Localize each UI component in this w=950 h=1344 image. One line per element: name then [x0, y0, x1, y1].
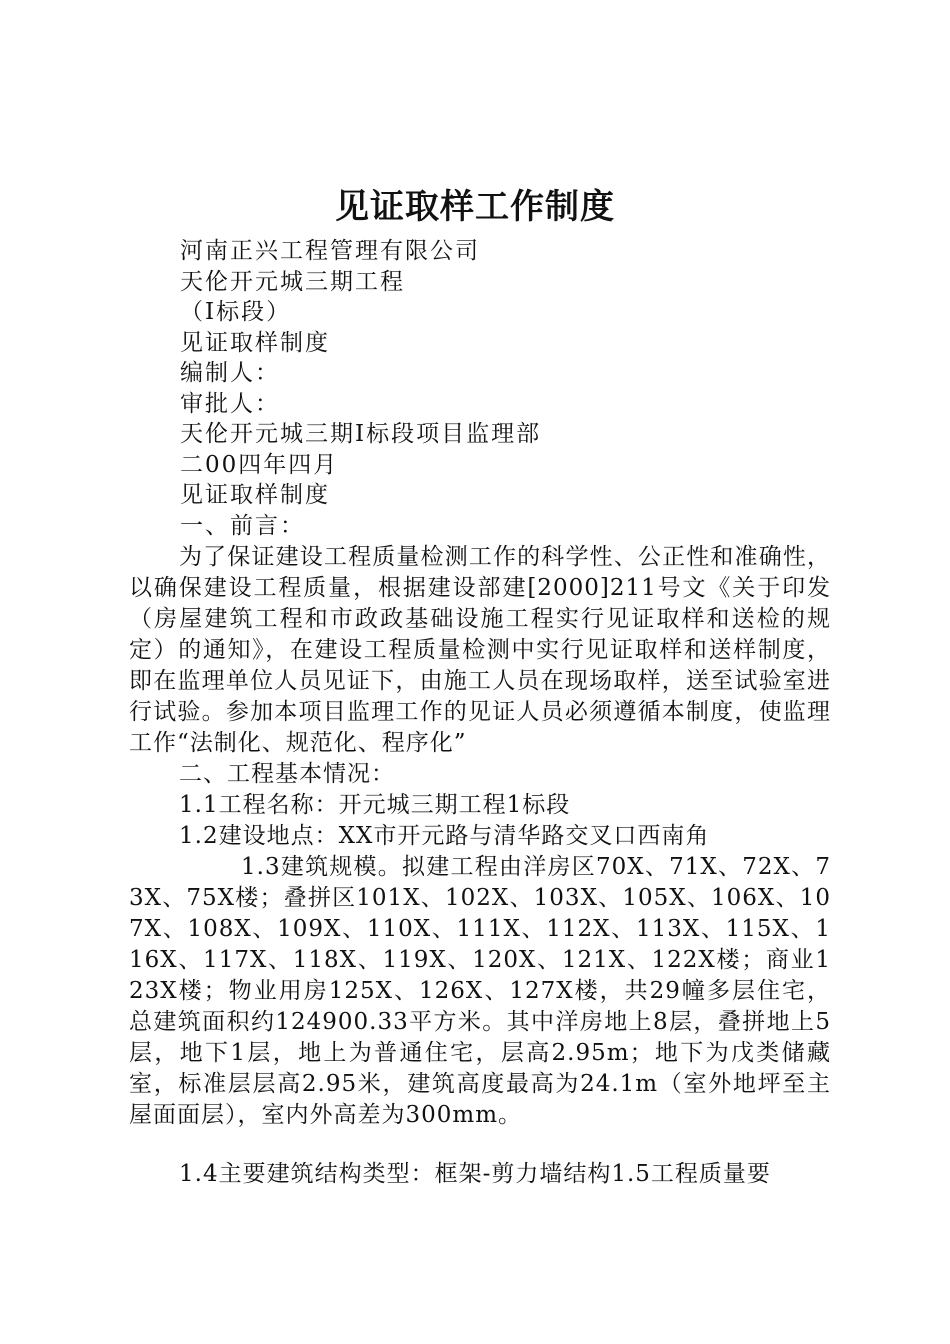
issue-date: 二00四年四月: [180, 451, 339, 478]
preface-paragraph: 为了保证建设工程质量检测工作的科学性、公正性和准确性，以确保建设工程质量，根据建设部建[2000]211号文《关于印发（房屋建筑工程和市政政基础设施工程实行见证取样和送检的规定）的通知》，在建设工程质量检测中实行见证取样和送样制度，即在监理单位人员见证下，由施工人员在现场取样，送至试验室进行试验。参加本项目监理工作的见证人员必须遵循本制度，使监理工作“法制化、规范化、程序化”: [129, 544, 831, 756]
project-name-item: 1.1工程名称：开元城三期工程1标段: [179, 792, 571, 818]
project-location-item: 1.2建设地点：XX市开元路与清华路交叉口西南角: [179, 823, 710, 849]
approver-line: 审批人：: [180, 390, 280, 417]
project-name: 天伦开元城三期工程: [180, 268, 405, 295]
document-body: [129, 542, 831, 1190]
section-heading-title: 见证取样制度: [180, 482, 330, 508]
project-scale-paragraph: 1.3建筑规模。拟建工程由洋房区70X、71X、72X、73X、75X楼；叠拼区101X、102X、103X、105X、106X、107X、108X、109X、110X、111X、112X、113X、115X、116X、117X、118X、119X、120X、121X、122X楼；商业123X楼；物业用房125X、126X、127X楼，共29幢多层住宅，总建筑面积约124900.33平方米。其中洋房地上8层，叠拼地上5层，地下1层，地上为普通住宅，层高2.95m；地下为戊类储藏室，标准层层高2.95米，建筑高度最高为24.1m（室外地坪至主屋面面层），室内外高差为300mm。: [129, 854, 831, 1128]
issuing-department: 天伦开元城三期Ⅰ标段项目监理部: [180, 421, 542, 447]
cover-block: [180, 236, 880, 541]
document-title: 见证取样工作制度: [335, 187, 615, 227]
project-section: （Ⅰ标段）: [180, 299, 292, 325]
section-heading-project-info: 二、工程基本情况：: [179, 761, 395, 787]
structure-type-item: 1.4主要建筑结构类型：框架-剪力墙结构1.5工程质量要: [179, 1161, 771, 1187]
company-name: 河南正兴工程管理有限公司: [180, 238, 480, 264]
document-subtitle: 见证取样制度: [180, 329, 330, 356]
section-heading-preface: 一、前言：: [180, 512, 305, 539]
compiler-line: 编制人：: [180, 360, 280, 386]
